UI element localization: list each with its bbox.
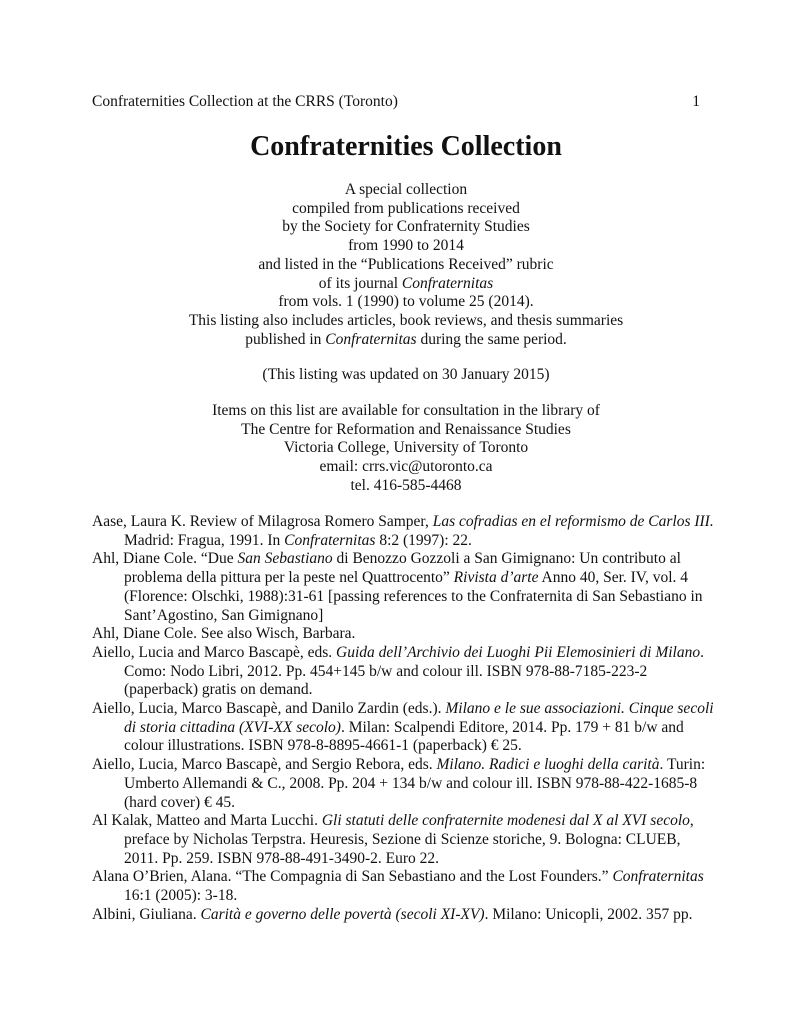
text-run: Ahl, Diane Cole. “Due bbox=[92, 550, 238, 568]
text-run: A special collection bbox=[344, 181, 468, 198]
text-run: (paperback) gratis on demand. bbox=[124, 681, 313, 699]
text-run: colour illustrations. ISBN 978-8-8895-4661-1 (paperback) € 25. bbox=[124, 737, 522, 755]
entry-continuation-line bbox=[92, 607, 732, 626]
italic-title-text: Confraternitas bbox=[401, 274, 494, 292]
entry-first-line bbox=[92, 700, 732, 719]
text-run: , bbox=[689, 812, 694, 830]
text-run: di Benozzo Gozzoli a San Gimignano: Un contributo al bbox=[332, 550, 681, 568]
contact-line: Victoria College, University of Toronto bbox=[283, 439, 529, 457]
text-run: Al Kalak, Matteo and Marta Lucchi. bbox=[92, 812, 322, 830]
page-title: Confraternities Collection bbox=[250, 131, 562, 162]
text-run: Madrid: Fragua, 1991. In bbox=[124, 531, 285, 549]
italic-title-text: di storia cittadina (XVI-XX secolo) bbox=[124, 718, 341, 736]
entry-continuation-line bbox=[92, 850, 732, 869]
text-run: 2011. Pp. 259. ISBN 978-88-491-3490-2. Euro 22. bbox=[124, 849, 440, 867]
bibliography-entry bbox=[92, 906, 732, 925]
text-run: Sant’Agostino, San Gimignano] bbox=[124, 606, 324, 624]
page-number: 1 bbox=[692, 93, 700, 110]
description-line bbox=[0, 237, 791, 256]
bibliography-entry bbox=[92, 513, 732, 550]
text-run: Anno 40, Ser. IV, vol. 4 bbox=[538, 569, 689, 587]
italic-title-text: Confraternitas bbox=[612, 868, 704, 886]
italic-title-text: Milano e le sue associazioni. Cinque secoli bbox=[445, 700, 714, 718]
entry-first-line bbox=[92, 625, 732, 644]
entry-first-line bbox=[92, 756, 732, 775]
entry-continuation-line bbox=[92, 569, 732, 588]
entry-first-line bbox=[92, 513, 732, 532]
entry-continuation-line bbox=[92, 794, 732, 813]
entry-first-line bbox=[92, 550, 732, 569]
description-line bbox=[0, 275, 791, 294]
italic-title-text: San Sebastiano bbox=[237, 550, 333, 568]
text-run: (Florence: Olschki, 1988):31-61 [passing references to the Confraternita di San Sebastiano in bbox=[124, 587, 703, 605]
text-run: Aiello, Lucia, Marco Bascapè, and Danilo Zardin (eds.). bbox=[92, 700, 446, 718]
text-run: . Turin: bbox=[659, 756, 706, 774]
text-run: (hard cover) € 45. bbox=[124, 793, 236, 811]
text-run: from vols. 1 (1990) to volume 25 (2014). bbox=[278, 293, 534, 311]
update-note: (This listing was updated on 30 January 2015) bbox=[262, 366, 550, 383]
entry-continuation-line bbox=[92, 681, 732, 700]
italic-title-text: Confraternitas bbox=[325, 330, 417, 348]
text-run: by the Society for Confraternity Studies bbox=[282, 218, 530, 236]
text-run: 8:2 (1997): 22. bbox=[375, 531, 472, 549]
description-line bbox=[0, 312, 791, 331]
text-run: Alana O’Brien, Alana. “The Compagnia di San Sebastiano and the Lost Founders.” bbox=[92, 868, 613, 886]
italic-title-text: Carità e governo delle povertà (secoli XI-XV) bbox=[200, 905, 485, 923]
entry-continuation-line bbox=[92, 719, 732, 738]
text-run: . bbox=[700, 643, 704, 661]
text-run: Ahl, Diane Cole. See also Wisch, Barbara. bbox=[92, 625, 356, 643]
bibliography-entry bbox=[92, 625, 732, 644]
bibliography-entry bbox=[92, 550, 732, 625]
contact-email: email: crrs.vic@utoronto.ca bbox=[319, 458, 493, 476]
text-run: Como: Nodo Libri, 2012. Pp. 454+145 b/w and colour ill. ISBN 978-88-7185-223-2 bbox=[124, 662, 648, 680]
entry-continuation-line bbox=[92, 775, 732, 794]
description-line bbox=[0, 331, 791, 350]
contact-line: Items on this list are available for consultation in the library of bbox=[212, 402, 600, 419]
italic-title-text: Gli statuti delle confraternite modenesi dal X al XVI secolo bbox=[321, 812, 690, 830]
entry-continuation-line bbox=[92, 887, 732, 906]
entry-first-line bbox=[92, 868, 732, 887]
collection-description bbox=[0, 181, 791, 349]
entry-continuation-line bbox=[92, 831, 732, 850]
running-header: Confraternities Collection at the CRRS (Toronto) bbox=[92, 93, 398, 110]
bibliography-entry bbox=[92, 700, 732, 756]
text-run: and listed in the “Publications Received” rubric bbox=[258, 255, 554, 273]
description-line bbox=[0, 181, 791, 200]
text-run: . Milan: Scalpendi Editore, 2014. Pp. 179 + 81 b/w and bbox=[340, 718, 684, 736]
text-run: of its journal bbox=[318, 274, 402, 292]
text-run: This listing also includes articles, book reviews, and thesis summaries bbox=[188, 311, 624, 329]
bibliography-entry bbox=[92, 756, 732, 812]
bibliography-entry bbox=[92, 644, 732, 700]
text-run: Aiello, Lucia, Marco Bascapè, and Sergio Rebora, eds. bbox=[92, 756, 437, 774]
entry-continuation-line bbox=[92, 588, 732, 607]
text-run: compiled from publications received bbox=[292, 199, 520, 217]
entry-continuation-line bbox=[92, 663, 732, 682]
description-line bbox=[0, 200, 791, 219]
contact-phone: tel. 416-585-4468 bbox=[350, 476, 462, 494]
italic-title-text: Milano. Radici e luoghi della carità bbox=[436, 756, 660, 774]
entry-first-line bbox=[92, 644, 732, 663]
description-line bbox=[0, 218, 791, 237]
contact-line: The Centre for Reformation and Renaissance Studies bbox=[241, 420, 571, 438]
text-run: 16:1 (2005): 3-18. bbox=[124, 887, 238, 905]
text-run: during the same period. bbox=[416, 330, 567, 348]
text-run: Umberto Allemandi & C., 2008. Pp. 204 + 134 b/w and colour ill. ISBN 978-88-422-1685-8 bbox=[124, 774, 698, 792]
text-run: problema della pittura per la peste nel Quattrocento” bbox=[124, 569, 454, 587]
text-run: from 1990 to 2014 bbox=[348, 237, 464, 255]
entry-continuation-line bbox=[92, 532, 732, 551]
italic-title-text: Guida dell’Archivio dei Luoghi Pii Elemosinieri di Milano bbox=[336, 643, 701, 661]
italic-title-text: Las cofradias en el reformismo de Carlos III. bbox=[432, 513, 714, 530]
description-line bbox=[0, 256, 791, 275]
bibliography-entry bbox=[92, 812, 732, 868]
text-run: Aiello, Lucia and Marco Bascapè, eds. bbox=[92, 643, 337, 661]
text-run: Albini, Giuliana. bbox=[92, 905, 201, 923]
bibliography-entry bbox=[92, 868, 732, 905]
entry-first-line bbox=[92, 906, 732, 925]
text-run: Aase, Laura K. Review of Milagrosa Romero Samper, bbox=[92, 513, 433, 530]
italic-title-text: Rivista d’arte bbox=[453, 569, 539, 587]
text-run: . Milano: Unicopli, 2002. 357 pp. bbox=[484, 905, 693, 923]
description-line bbox=[0, 293, 791, 312]
library-contact-info bbox=[0, 402, 791, 496]
bibliography-list bbox=[92, 513, 732, 924]
italic-title-text: Confraternitas bbox=[284, 531, 376, 549]
text-run: preface by Nicholas Terpstra. Heuresis, Sezione di Scienze storiche, 9. Bologna: CLUEB, bbox=[124, 830, 681, 848]
entry-first-line bbox=[92, 812, 732, 831]
entry-continuation-line bbox=[92, 737, 732, 756]
text-run: published in bbox=[245, 330, 326, 348]
